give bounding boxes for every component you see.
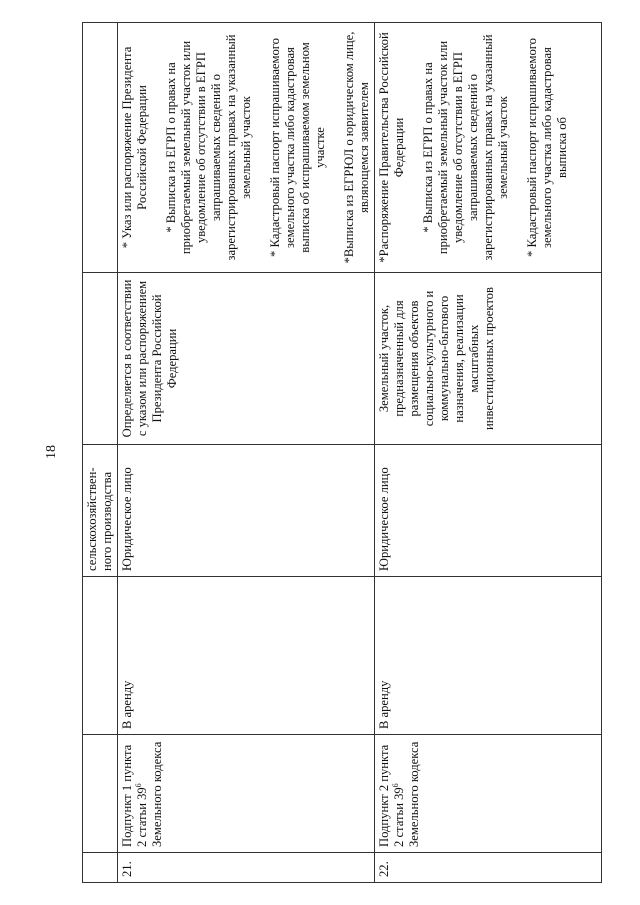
recipient: Юридическое лицо — [375, 445, 602, 577]
required-documents — [375, 23, 602, 273]
land-purpose: Земельный участок, предназначенный для размещения объектов социально-культурного и коммунально-бытового назначения, реализации масштабных инвестиционных проектов — [375, 273, 602, 445]
page-number: 18 — [44, 445, 59, 459]
table-row-21 — [118, 23, 375, 883]
rotated-page-content — [82, 23, 602, 883]
document-item: * Кадастровый паспорт испрашиваемого земельного участка либо кадастровая выписка об испрашиваемом земельном участке — [268, 38, 327, 257]
recipient: Юридическое лицо — [118, 445, 375, 577]
row-number: 21. — [118, 853, 375, 883]
cell-recipient: сельскохозяйствен-ного производства — [83, 445, 118, 577]
lease-type: В аренду — [375, 577, 602, 735]
cell-docs — [83, 23, 118, 273]
legal-basis: Подпункт 1 пункта 2 статьи $39^6$ Земельного кодекса — [118, 735, 375, 853]
lease-type: В аренду — [118, 577, 375, 735]
document-item: * Кадастровый паспорт испрашиваемого земельного участка либо кадастровая выписка об — [525, 38, 569, 257]
document-item: * Указ или распоряжение Президента Российской Федерации — [120, 46, 149, 249]
cell-type — [83, 577, 118, 735]
legal-basis: Подпункт 2 пункта 2 статьи $39^6$ Земельного кодекса — [375, 735, 602, 853]
table-row-continuation — [83, 23, 118, 883]
cell-basis — [83, 735, 118, 853]
table-row-22 — [375, 23, 602, 883]
land-allocation-table — [82, 22, 602, 883]
document-item: * Выписка из ЕГРП о правах на приобретаемый земельный участок или уведомление об отсутствии в ЕГРП запрашиваемых сведений о зарегистрированных правах на указанный земельный участок — [421, 34, 510, 261]
required-documents — [118, 23, 375, 273]
land-purpose: Определяется в соответствии с указом или распоряжением Президента Российской Федерации — [118, 273, 375, 445]
cell-purpose — [83, 273, 118, 445]
row-number: 22. — [375, 853, 602, 883]
document-item: *Выписка из ЕГРЮЛ о юридическом лице, являющемся заявителем — [342, 31, 371, 264]
document-item: * Выписка из ЕГРП о правах на приобретаемый земельный участок или уведомление об отсутствии в ЕГРП запрашиваемых сведений о зарегистрированных правах на указанный земельный участок — [164, 34, 253, 261]
document-item: *Распоряжение Правительства Российской Федерации — [377, 32, 406, 263]
cell-num — [83, 853, 118, 883]
